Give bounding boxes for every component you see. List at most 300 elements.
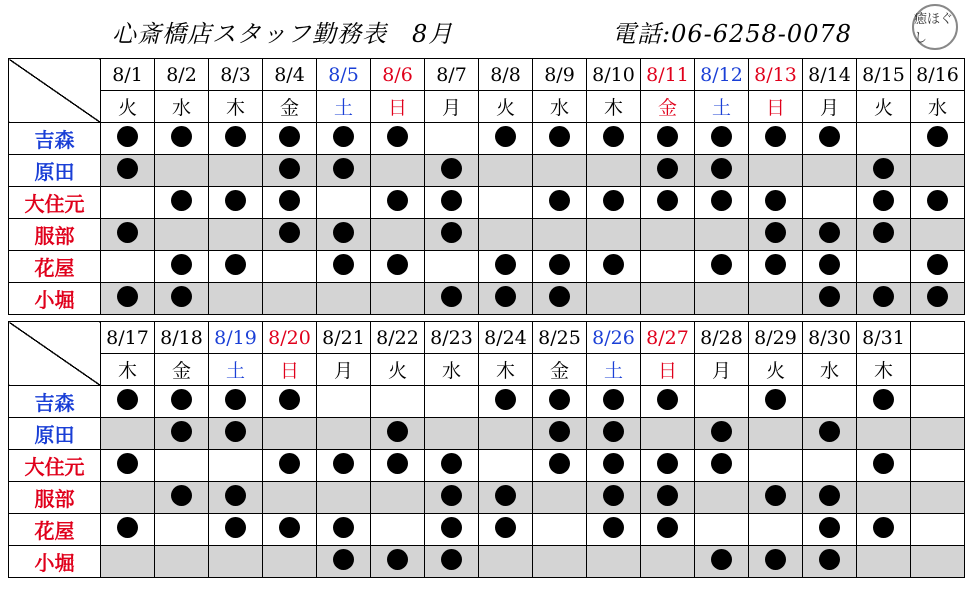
- shift-cell: [749, 386, 803, 418]
- date-cell: 8/3: [209, 59, 263, 91]
- shift-cell: [911, 482, 965, 514]
- shift-dot-icon: [117, 286, 138, 307]
- shift-cell: [641, 187, 695, 219]
- shift-cell: [425, 219, 479, 251]
- shift-cell: [587, 386, 641, 418]
- shift-cell: [371, 546, 425, 578]
- weekday-cell: 水: [425, 354, 479, 386]
- shift-dot-icon: [171, 389, 192, 410]
- shift-cell: [317, 546, 371, 578]
- shift-cell: [749, 123, 803, 155]
- shift-cell: [911, 386, 965, 418]
- shift-dot-icon: [333, 453, 354, 474]
- date-cell: 8/29: [749, 322, 803, 354]
- weekday-cell: 日: [263, 354, 317, 386]
- shift-dot-icon: [333, 254, 354, 275]
- shift-cell: [371, 251, 425, 283]
- date-cell: 8/4: [263, 59, 317, 91]
- shift-cell: [533, 450, 587, 482]
- corner-cell: [9, 322, 101, 386]
- date-cell: 8/8: [479, 59, 533, 91]
- shift-dot-icon: [387, 453, 408, 474]
- shift-cell: [749, 450, 803, 482]
- shift-cell: [155, 219, 209, 251]
- shift-cell: [425, 514, 479, 546]
- date-cell: 8/20: [263, 322, 317, 354]
- shift-cell: [695, 123, 749, 155]
- shift-dot-icon: [711, 421, 732, 442]
- staff-name: 原田: [9, 418, 101, 450]
- shift-cell: [641, 450, 695, 482]
- weekday-cell: 水: [911, 91, 965, 123]
- staff-name: 服部: [9, 482, 101, 514]
- shift-cell: [695, 482, 749, 514]
- shift-cell: [101, 450, 155, 482]
- weekday-cell: 月: [695, 354, 749, 386]
- date-cell: 8/5: [317, 59, 371, 91]
- shift-cell: [911, 546, 965, 578]
- weekday-cell: 木: [587, 91, 641, 123]
- shift-cell: [371, 386, 425, 418]
- weekday-cell: 土: [695, 91, 749, 123]
- date-cell: 8/2: [155, 59, 209, 91]
- shift-cell: [911, 187, 965, 219]
- shift-dot-icon: [657, 453, 678, 474]
- shift-cell: [695, 155, 749, 187]
- date-cell: 8/14: [803, 59, 857, 91]
- shift-dot-icon: [225, 389, 246, 410]
- weekday-cell: 月: [317, 354, 371, 386]
- shift-cell: [425, 251, 479, 283]
- shift-cell: [803, 251, 857, 283]
- shift-dot-icon: [927, 254, 948, 275]
- shift-dot-icon: [657, 158, 678, 179]
- shift-cell: [155, 283, 209, 315]
- shift-dot-icon: [927, 286, 948, 307]
- shift-dot-icon: [819, 485, 840, 506]
- shift-dot-icon: [279, 517, 300, 538]
- shift-dot-icon: [657, 517, 678, 538]
- shift-dot-icon: [711, 190, 732, 211]
- shift-dot-icon: [441, 485, 462, 506]
- shift-dot-icon: [549, 126, 570, 147]
- shift-dot-icon: [495, 286, 516, 307]
- date-cell: 8/16: [911, 59, 965, 91]
- shift-cell: [101, 155, 155, 187]
- shift-cell: [695, 219, 749, 251]
- shift-cell: [695, 386, 749, 418]
- shift-cell: [209, 450, 263, 482]
- shift-dot-icon: [441, 453, 462, 474]
- shift-dot-icon: [441, 158, 462, 179]
- shift-cell: [587, 187, 641, 219]
- shift-cell: [587, 155, 641, 187]
- shift-dot-icon: [279, 190, 300, 211]
- shift-cell: [803, 418, 857, 450]
- date-cell: 8/23: [425, 322, 479, 354]
- shift-cell: [479, 187, 533, 219]
- shift-cell: [155, 251, 209, 283]
- shift-cell: [317, 450, 371, 482]
- shift-cell: [803, 123, 857, 155]
- shift-cell: [641, 418, 695, 450]
- shift-dot-icon: [765, 126, 786, 147]
- date-cell: 8/1: [101, 59, 155, 91]
- shift-dot-icon: [873, 222, 894, 243]
- shift-dot-icon: [711, 254, 732, 275]
- shift-dot-icon: [387, 254, 408, 275]
- shift-cell: [749, 418, 803, 450]
- shift-dot-icon: [279, 126, 300, 147]
- shift-cell: [155, 155, 209, 187]
- shift-cell: [803, 514, 857, 546]
- shift-cell: [371, 187, 425, 219]
- shift-cell: [209, 219, 263, 251]
- logo: [912, 4, 958, 50]
- date-cell: 8/30: [803, 322, 857, 354]
- shift-dot-icon: [765, 222, 786, 243]
- shift-cell: [155, 123, 209, 155]
- phone-number: 電話:06-6258-0078: [612, 20, 852, 48]
- staff-name: 服部: [9, 219, 101, 251]
- shift-cell: [209, 155, 263, 187]
- shift-cell: [857, 219, 911, 251]
- weekday-cell: 金: [263, 91, 317, 123]
- shift-cell: [695, 418, 749, 450]
- shift-dot-icon: [819, 517, 840, 538]
- shift-dot-icon: [603, 485, 624, 506]
- staff-name: 大住元: [9, 187, 101, 219]
- shift-dot-icon: [603, 517, 624, 538]
- shift-cell: [263, 482, 317, 514]
- shift-cell: [317, 219, 371, 251]
- staff-row: [9, 187, 965, 219]
- shift-cell: [749, 155, 803, 187]
- shift-cell: [641, 482, 695, 514]
- weekday-cell: 木: [209, 91, 263, 123]
- shift-cell: [425, 482, 479, 514]
- shift-dot-icon: [225, 254, 246, 275]
- shift-cell: [263, 514, 317, 546]
- shift-dot-icon: [441, 222, 462, 243]
- schedule-table-first-half: [8, 58, 965, 315]
- shift-dot-icon: [657, 485, 678, 506]
- shift-dot-icon: [495, 517, 516, 538]
- shift-dot-icon: [387, 126, 408, 147]
- staff-row: [9, 546, 965, 578]
- weekday-cell: 木: [857, 354, 911, 386]
- shift-dot-icon: [117, 222, 138, 243]
- shift-cell: [101, 482, 155, 514]
- shift-cell: [857, 450, 911, 482]
- date-cell: 8/13: [749, 59, 803, 91]
- shift-dot-icon: [171, 254, 192, 275]
- shift-dot-icon: [333, 158, 354, 179]
- shift-dot-icon: [333, 126, 354, 147]
- shift-cell: [803, 386, 857, 418]
- staff-name: 原田: [9, 155, 101, 187]
- weekday-cell: 火: [857, 91, 911, 123]
- staff-row: [9, 283, 965, 315]
- shift-cell: [479, 283, 533, 315]
- weekday-cell: 土: [317, 91, 371, 123]
- date-cell: 8/26: [587, 322, 641, 354]
- shift-cell: [155, 546, 209, 578]
- shift-dot-icon: [549, 190, 570, 211]
- shift-cell: [263, 219, 317, 251]
- shift-dot-icon: [333, 549, 354, 570]
- shift-cell: [641, 386, 695, 418]
- shift-dot-icon: [333, 222, 354, 243]
- shift-cell: [209, 251, 263, 283]
- shift-cell: [425, 123, 479, 155]
- staff-name: 小堀: [9, 283, 101, 315]
- date-cell: 8/9: [533, 59, 587, 91]
- shift-cell: [857, 187, 911, 219]
- shift-cell: [857, 418, 911, 450]
- weekday-cell: 月: [425, 91, 479, 123]
- date-cell: 8/19: [209, 322, 263, 354]
- shift-cell: [479, 219, 533, 251]
- shift-cell: [425, 155, 479, 187]
- shift-cell: [803, 283, 857, 315]
- shift-cell: [263, 123, 317, 155]
- shift-dot-icon: [171, 421, 192, 442]
- shift-cell: [911, 155, 965, 187]
- shift-cell: [641, 123, 695, 155]
- shift-dot-icon: [603, 389, 624, 410]
- weekday-row: [9, 354, 965, 386]
- shift-cell: [263, 155, 317, 187]
- shift-cell: [533, 386, 587, 418]
- shift-cell: [911, 219, 965, 251]
- shift-cell: [155, 514, 209, 546]
- date-cell: 8/25: [533, 322, 587, 354]
- shift-dot-icon: [279, 222, 300, 243]
- staff-row: [9, 450, 965, 482]
- date-row: [9, 59, 965, 91]
- shift-cell: [317, 155, 371, 187]
- shift-dot-icon: [819, 286, 840, 307]
- shift-dot-icon: [495, 389, 516, 410]
- shift-cell: [857, 251, 911, 283]
- shift-cell: [857, 283, 911, 315]
- shift-dot-icon: [603, 126, 624, 147]
- shift-dot-icon: [711, 158, 732, 179]
- shift-cell: [857, 546, 911, 578]
- shift-cell: [479, 251, 533, 283]
- shift-cell: [533, 123, 587, 155]
- shift-cell: [803, 482, 857, 514]
- weekday-cell: [911, 354, 965, 386]
- shift-dot-icon: [279, 389, 300, 410]
- shift-cell: [533, 546, 587, 578]
- shift-dot-icon: [441, 549, 462, 570]
- shift-dot-icon: [441, 190, 462, 211]
- shift-dot-icon: [603, 254, 624, 275]
- shift-cell: [695, 187, 749, 219]
- shift-dot-icon: [819, 421, 840, 442]
- weekday-cell: 日: [371, 91, 425, 123]
- shift-cell: [209, 514, 263, 546]
- shift-cell: [749, 514, 803, 546]
- shift-cell: [587, 123, 641, 155]
- shift-cell: [857, 482, 911, 514]
- shift-cell: [371, 219, 425, 251]
- shift-cell: [587, 251, 641, 283]
- shift-cell: [425, 418, 479, 450]
- shift-cell: [803, 219, 857, 251]
- shift-dot-icon: [549, 286, 570, 307]
- weekday-cell: 金: [641, 91, 695, 123]
- shift-cell: [749, 251, 803, 283]
- shift-dot-icon: [441, 286, 462, 307]
- shift-dot-icon: [279, 453, 300, 474]
- shift-cell: [263, 418, 317, 450]
- shift-cell: [101, 219, 155, 251]
- shift-cell: [209, 386, 263, 418]
- shift-dot-icon: [387, 190, 408, 211]
- shift-cell: [155, 418, 209, 450]
- shift-dot-icon: [657, 126, 678, 147]
- corner-cell: [9, 59, 101, 123]
- staff-row: [9, 219, 965, 251]
- staff-name: 大住元: [9, 450, 101, 482]
- shift-dot-icon: [873, 158, 894, 179]
- shift-dot-icon: [873, 517, 894, 538]
- shift-cell: [317, 123, 371, 155]
- weekday-cell: 金: [533, 354, 587, 386]
- shift-cell: [911, 251, 965, 283]
- shift-dot-icon: [765, 389, 786, 410]
- shift-dot-icon: [171, 190, 192, 211]
- shift-dot-icon: [549, 389, 570, 410]
- shift-cell: [479, 386, 533, 418]
- shift-cell: [479, 418, 533, 450]
- shift-dot-icon: [657, 389, 678, 410]
- staff-row: [9, 514, 965, 546]
- shift-cell: [425, 450, 479, 482]
- weekday-cell: 水: [803, 354, 857, 386]
- shift-cell: [533, 155, 587, 187]
- weekday-cell: 水: [533, 91, 587, 123]
- shift-cell: [479, 155, 533, 187]
- shift-dot-icon: [225, 190, 246, 211]
- shift-cell: [101, 187, 155, 219]
- shift-dot-icon: [549, 254, 570, 275]
- shift-dot-icon: [225, 421, 246, 442]
- shift-cell: [263, 546, 317, 578]
- shift-dot-icon: [873, 453, 894, 474]
- date-cell: [911, 322, 965, 354]
- shift-cell: [587, 283, 641, 315]
- staff-row: [9, 418, 965, 450]
- shift-cell: [911, 450, 965, 482]
- shift-cell: [911, 418, 965, 450]
- shift-cell: [695, 251, 749, 283]
- shift-cell: [425, 546, 479, 578]
- date-cell: 8/6: [371, 59, 425, 91]
- shift-cell: [641, 283, 695, 315]
- date-cell: 8/31: [857, 322, 911, 354]
- shift-dot-icon: [387, 549, 408, 570]
- shift-dot-icon: [927, 126, 948, 147]
- shift-cell: [587, 546, 641, 578]
- shift-dot-icon: [279, 158, 300, 179]
- shift-cell: [533, 283, 587, 315]
- shift-dot-icon: [117, 126, 138, 147]
- shift-cell: [479, 514, 533, 546]
- shift-cell: [749, 187, 803, 219]
- date-cell: 8/18: [155, 322, 209, 354]
- date-cell: 8/10: [587, 59, 641, 91]
- weekday-cell: 土: [209, 354, 263, 386]
- shift-cell: [371, 283, 425, 315]
- staff-row: [9, 155, 965, 187]
- shift-cell: [911, 283, 965, 315]
- shift-dot-icon: [549, 453, 570, 474]
- weekday-cell: 金: [155, 354, 209, 386]
- weekday-cell: 木: [101, 354, 155, 386]
- shift-cell: [533, 482, 587, 514]
- shift-cell: [533, 418, 587, 450]
- date-cell: 8/21: [317, 322, 371, 354]
- date-row: [9, 322, 965, 354]
- shift-cell: [317, 514, 371, 546]
- shift-cell: [371, 482, 425, 514]
- shift-dot-icon: [711, 126, 732, 147]
- shift-dot-icon: [873, 190, 894, 211]
- weekday-cell: 月: [803, 91, 857, 123]
- staff-row: [9, 123, 965, 155]
- shift-dot-icon: [117, 158, 138, 179]
- weekday-cell: 火: [371, 354, 425, 386]
- shift-dot-icon: [225, 485, 246, 506]
- staff-row: [9, 251, 965, 283]
- shift-cell: [209, 546, 263, 578]
- shift-cell: [749, 219, 803, 251]
- shift-cell: [101, 123, 155, 155]
- date-cell: 8/7: [425, 59, 479, 91]
- shift-cell: [587, 514, 641, 546]
- shift-cell: [857, 386, 911, 418]
- shift-dot-icon: [603, 453, 624, 474]
- weekday-cell: 水: [155, 91, 209, 123]
- weekday-row: [9, 91, 965, 123]
- weekday-cell: 土: [587, 354, 641, 386]
- shift-dot-icon: [441, 517, 462, 538]
- shift-cell: [533, 514, 587, 546]
- shift-dot-icon: [819, 549, 840, 570]
- shift-cell: [209, 123, 263, 155]
- shift-cell: [155, 386, 209, 418]
- shift-cell: [533, 187, 587, 219]
- schedule-table-second-half: [8, 321, 965, 578]
- shift-cell: [263, 386, 317, 418]
- shift-cell: [803, 450, 857, 482]
- shift-cell: [101, 546, 155, 578]
- shift-cell: [209, 482, 263, 514]
- shift-dot-icon: [873, 286, 894, 307]
- shift-cell: [533, 219, 587, 251]
- shift-cell: [263, 450, 317, 482]
- shift-cell: [425, 283, 479, 315]
- shift-dot-icon: [117, 517, 138, 538]
- shift-cell: [101, 283, 155, 315]
- shift-dot-icon: [765, 254, 786, 275]
- date-cell: 8/15: [857, 59, 911, 91]
- shift-cell: [371, 155, 425, 187]
